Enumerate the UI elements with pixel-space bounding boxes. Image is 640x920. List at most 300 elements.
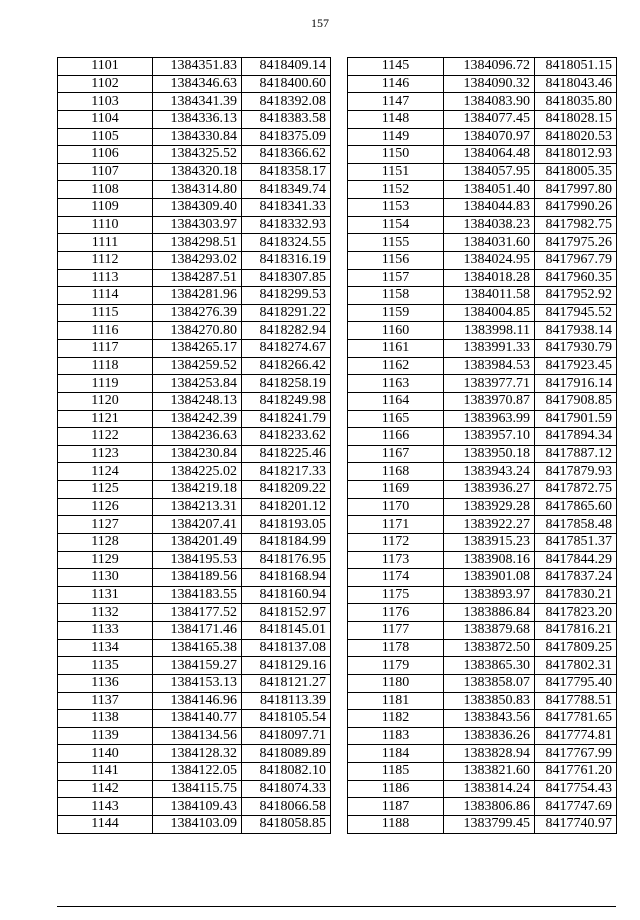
- y-coordinate-cell: 8417830.21: [535, 586, 617, 604]
- y-coordinate-cell: 8418105.54: [242, 710, 331, 728]
- table-row: [348, 163, 617, 181]
- y-coordinate-cell: 8418193.05: [242, 516, 331, 534]
- table-row: [348, 93, 617, 111]
- y-coordinate-cell: 8417916.14: [535, 375, 617, 393]
- table-row: [348, 251, 617, 269]
- table-row: [348, 75, 617, 93]
- y-coordinate-cell: 8418341.33: [242, 199, 331, 217]
- point-number-cell: 1157: [348, 269, 444, 287]
- x-coordinate-cell: 1384219.18: [153, 481, 242, 499]
- table-row: [58, 216, 331, 234]
- table-row: [348, 586, 617, 604]
- y-coordinate-cell: 8417858.48: [535, 516, 617, 534]
- table-row: [348, 692, 617, 710]
- point-number-cell: 1153: [348, 199, 444, 217]
- table-row: [348, 269, 617, 287]
- x-coordinate-cell: 1384207.41: [153, 516, 242, 534]
- y-coordinate-cell: 8417809.25: [535, 639, 617, 657]
- table-row: [348, 674, 617, 692]
- point-number-cell: 1152: [348, 181, 444, 199]
- point-number-cell: 1132: [58, 604, 153, 622]
- table-row: [348, 287, 617, 305]
- table-row: [58, 727, 331, 745]
- y-coordinate-cell: 8418375.09: [242, 128, 331, 146]
- table-row: [348, 569, 617, 587]
- table-row: [58, 163, 331, 181]
- page-bottom-rule: [57, 906, 616, 907]
- table-row: [58, 234, 331, 252]
- y-coordinate-cell: 8418058.85: [242, 815, 331, 833]
- x-coordinate-cell: 1383922.27: [444, 516, 535, 534]
- y-coordinate-cell: 8418051.15: [535, 58, 617, 76]
- point-number-cell: 1128: [58, 533, 153, 551]
- point-number-cell: 1144: [58, 815, 153, 833]
- table-row: [348, 745, 617, 763]
- table-row: [348, 146, 617, 164]
- table-row: [348, 798, 617, 816]
- point-number-cell: 1143: [58, 798, 153, 816]
- x-coordinate-cell: 1383963.99: [444, 410, 535, 428]
- point-number-cell: 1135: [58, 657, 153, 675]
- x-coordinate-cell: 1384346.63: [153, 75, 242, 93]
- table-row: [58, 604, 331, 622]
- table-row: [348, 410, 617, 428]
- point-number-cell: 1162: [348, 357, 444, 375]
- point-number-cell: 1173: [348, 551, 444, 569]
- point-number-cell: 1185: [348, 763, 444, 781]
- x-coordinate-cell: 1384341.39: [153, 93, 242, 111]
- x-coordinate-cell: 1383893.97: [444, 586, 535, 604]
- x-coordinate-cell: 1383936.27: [444, 481, 535, 499]
- table-row: [348, 322, 617, 340]
- x-coordinate-cell: 1383943.24: [444, 463, 535, 481]
- table-row: [58, 481, 331, 499]
- table-row: [58, 75, 331, 93]
- y-coordinate-cell: 8418225.46: [242, 445, 331, 463]
- table-row: [58, 780, 331, 798]
- page-number: 157: [311, 16, 329, 30]
- point-number-cell: 1179: [348, 657, 444, 675]
- table-row: [58, 357, 331, 375]
- y-coordinate-cell: 8417894.34: [535, 428, 617, 446]
- x-coordinate-cell: 1384038.23: [444, 216, 535, 234]
- y-coordinate-cell: 8417851.37: [535, 533, 617, 551]
- point-number-cell: 1134: [58, 639, 153, 657]
- x-coordinate-cell: 1384225.02: [153, 463, 242, 481]
- table-row: [348, 357, 617, 375]
- point-number-cell: 1122: [58, 428, 153, 446]
- y-coordinate-cell: 8418241.79: [242, 410, 331, 428]
- table-row: [58, 375, 331, 393]
- table-row: [348, 445, 617, 463]
- table-row: [58, 569, 331, 587]
- table-row: [348, 498, 617, 516]
- point-number-cell: 1145: [348, 58, 444, 76]
- point-number-cell: 1150: [348, 146, 444, 164]
- point-number-cell: 1127: [58, 516, 153, 534]
- y-coordinate-cell: 8418332.93: [242, 216, 331, 234]
- point-number-cell: 1115: [58, 304, 153, 322]
- point-number-cell: 1140: [58, 745, 153, 763]
- x-coordinate-cell: 1383977.71: [444, 375, 535, 393]
- y-coordinate-cell: 8418349.74: [242, 181, 331, 199]
- x-coordinate-cell: 1384171.46: [153, 622, 242, 640]
- table-row: [348, 727, 617, 745]
- point-number-cell: 1121: [58, 410, 153, 428]
- y-coordinate-cell: 8418089.89: [242, 745, 331, 763]
- point-number-cell: 1174: [348, 569, 444, 587]
- table-row: [58, 251, 331, 269]
- y-coordinate-cell: 8417887.12: [535, 445, 617, 463]
- x-coordinate-cell: 1383872.50: [444, 639, 535, 657]
- y-coordinate-cell: 8417781.65: [535, 710, 617, 728]
- y-coordinate-cell: 8418137.08: [242, 639, 331, 657]
- y-coordinate-cell: 8417865.60: [535, 498, 617, 516]
- x-coordinate-cell: 1384024.95: [444, 251, 535, 269]
- point-number-cell: 1172: [348, 533, 444, 551]
- y-coordinate-cell: 8417923.45: [535, 357, 617, 375]
- table-row: [58, 322, 331, 340]
- x-coordinate-cell: 1384309.40: [153, 199, 242, 217]
- point-number-cell: 1159: [348, 304, 444, 322]
- point-number-cell: 1178: [348, 639, 444, 657]
- table-row: [58, 533, 331, 551]
- x-coordinate-cell: 1384287.51: [153, 269, 242, 287]
- y-coordinate-cell: 8417879.93: [535, 463, 617, 481]
- x-coordinate-cell: 1384314.80: [153, 181, 242, 199]
- x-coordinate-cell: 1384236.63: [153, 428, 242, 446]
- table-row: [58, 58, 331, 76]
- point-number-cell: 1102: [58, 75, 153, 93]
- point-number-cell: 1151: [348, 163, 444, 181]
- y-coordinate-cell: 8418012.93: [535, 146, 617, 164]
- y-coordinate-cell: 8418043.46: [535, 75, 617, 93]
- point-number-cell: 1182: [348, 710, 444, 728]
- point-number-cell: 1167: [348, 445, 444, 463]
- point-number-cell: 1141: [58, 763, 153, 781]
- point-number-cell: 1181: [348, 692, 444, 710]
- table-row: [348, 463, 617, 481]
- table-row: [58, 146, 331, 164]
- table-row: [58, 392, 331, 410]
- y-coordinate-cell: 8418299.53: [242, 287, 331, 305]
- table-row: [348, 110, 617, 128]
- y-coordinate-cell: 8418082.10: [242, 763, 331, 781]
- point-number-cell: 1108: [58, 181, 153, 199]
- y-coordinate-cell: 8417747.69: [535, 798, 617, 816]
- y-coordinate-cell: 8417774.81: [535, 727, 617, 745]
- y-coordinate-cell: 8417952.92: [535, 287, 617, 305]
- y-coordinate-cell: 8417990.26: [535, 199, 617, 217]
- x-coordinate-cell: 1383799.45: [444, 815, 535, 833]
- y-coordinate-cell: 8418258.19: [242, 375, 331, 393]
- table-row: [348, 780, 617, 798]
- x-coordinate-cell: 1383984.53: [444, 357, 535, 375]
- y-coordinate-cell: 8418113.39: [242, 692, 331, 710]
- x-coordinate-cell: 1384057.95: [444, 163, 535, 181]
- point-number-cell: 1138: [58, 710, 153, 728]
- x-coordinate-cell: 1384103.09: [153, 815, 242, 833]
- point-number-cell: 1114: [58, 287, 153, 305]
- table-row: [58, 340, 331, 358]
- x-coordinate-cell: 1383858.07: [444, 674, 535, 692]
- x-coordinate-cell: 1384128.32: [153, 745, 242, 763]
- table-row: [58, 445, 331, 463]
- table-row: [348, 58, 617, 76]
- coordinates-table-right: [347, 57, 617, 834]
- x-coordinate-cell: 1384177.52: [153, 604, 242, 622]
- y-coordinate-cell: 8418366.62: [242, 146, 331, 164]
- x-coordinate-cell: 1384183.55: [153, 586, 242, 604]
- x-coordinate-cell: 1383886.84: [444, 604, 535, 622]
- point-number-cell: 1163: [348, 375, 444, 393]
- point-number-cell: 1180: [348, 674, 444, 692]
- table-row: [348, 481, 617, 499]
- y-coordinate-cell: 8418409.14: [242, 58, 331, 76]
- y-coordinate-cell: 8418028.15: [535, 110, 617, 128]
- y-coordinate-cell: 8418291.22: [242, 304, 331, 322]
- point-number-cell: 1155: [348, 234, 444, 252]
- point-number-cell: 1161: [348, 340, 444, 358]
- y-coordinate-cell: 8418282.94: [242, 322, 331, 340]
- x-coordinate-cell: 1383814.24: [444, 780, 535, 798]
- x-coordinate-cell: 1384293.02: [153, 251, 242, 269]
- point-number-cell: 1147: [348, 93, 444, 111]
- x-coordinate-cell: 1384083.90: [444, 93, 535, 111]
- point-number-cell: 1156: [348, 251, 444, 269]
- point-number-cell: 1131: [58, 586, 153, 604]
- x-coordinate-cell: 1384140.77: [153, 710, 242, 728]
- y-coordinate-cell: 8417767.99: [535, 745, 617, 763]
- table-row: [58, 763, 331, 781]
- x-coordinate-cell: 1384070.97: [444, 128, 535, 146]
- y-coordinate-cell: 8418020.53: [535, 128, 617, 146]
- y-coordinate-cell: 8418400.60: [242, 75, 331, 93]
- x-coordinate-cell: 1384090.32: [444, 75, 535, 93]
- x-coordinate-cell: 1384011.58: [444, 287, 535, 305]
- y-coordinate-cell: 8418358.17: [242, 163, 331, 181]
- point-number-cell: 1129: [58, 551, 153, 569]
- y-coordinate-cell: 8417997.80: [535, 181, 617, 199]
- x-coordinate-cell: 1384115.75: [153, 780, 242, 798]
- x-coordinate-cell: 1384051.40: [444, 181, 535, 199]
- x-coordinate-cell: 1383950.18: [444, 445, 535, 463]
- x-coordinate-cell: 1384259.52: [153, 357, 242, 375]
- table-row: [58, 692, 331, 710]
- x-coordinate-cell: 1383843.56: [444, 710, 535, 728]
- point-number-cell: 1188: [348, 815, 444, 833]
- y-coordinate-cell: 8418324.55: [242, 234, 331, 252]
- y-coordinate-cell: 8418176.95: [242, 551, 331, 569]
- x-coordinate-cell: 1383970.87: [444, 392, 535, 410]
- table-row: [58, 710, 331, 728]
- x-coordinate-cell: 1383901.08: [444, 569, 535, 587]
- table-row: [58, 745, 331, 763]
- table-row: [58, 586, 331, 604]
- table-row: [348, 639, 617, 657]
- table-row: [348, 304, 617, 322]
- x-coordinate-cell: 1384159.27: [153, 657, 242, 675]
- point-number-cell: 1142: [58, 780, 153, 798]
- point-number-cell: 1109: [58, 199, 153, 217]
- table-row: [58, 287, 331, 305]
- x-coordinate-cell: 1384077.45: [444, 110, 535, 128]
- table-row: [348, 375, 617, 393]
- point-number-cell: 1124: [58, 463, 153, 481]
- point-number-cell: 1170: [348, 498, 444, 516]
- table-row: [348, 657, 617, 675]
- table-row: [58, 622, 331, 640]
- y-coordinate-cell: 8418201.12: [242, 498, 331, 516]
- y-coordinate-cell: 8418160.94: [242, 586, 331, 604]
- x-coordinate-cell: 1383957.10: [444, 428, 535, 446]
- table-row: [58, 657, 331, 675]
- point-number-cell: 1166: [348, 428, 444, 446]
- y-coordinate-cell: 8417901.59: [535, 410, 617, 428]
- table-row: [348, 622, 617, 640]
- y-coordinate-cell: 8418129.16: [242, 657, 331, 675]
- x-coordinate-cell: 1383908.16: [444, 551, 535, 569]
- x-coordinate-cell: 1383806.86: [444, 798, 535, 816]
- table-row: [348, 234, 617, 252]
- table-row: [58, 110, 331, 128]
- y-coordinate-cell: 8417795.40: [535, 674, 617, 692]
- x-coordinate-cell: 1384201.49: [153, 533, 242, 551]
- table-row: [348, 815, 617, 833]
- x-coordinate-cell: 1383865.30: [444, 657, 535, 675]
- table-row: [348, 533, 617, 551]
- point-number-cell: 1116: [58, 322, 153, 340]
- y-coordinate-cell: 8417788.51: [535, 692, 617, 710]
- x-coordinate-cell: 1384298.51: [153, 234, 242, 252]
- y-coordinate-cell: 8418168.94: [242, 569, 331, 587]
- y-coordinate-cell: 8417754.43: [535, 780, 617, 798]
- x-coordinate-cell: 1384265.17: [153, 340, 242, 358]
- x-coordinate-cell: 1384281.96: [153, 287, 242, 305]
- x-coordinate-cell: 1384242.39: [153, 410, 242, 428]
- point-number-cell: 1112: [58, 251, 153, 269]
- x-coordinate-cell: 1383828.94: [444, 745, 535, 763]
- point-number-cell: 1160: [348, 322, 444, 340]
- x-coordinate-cell: 1384270.80: [153, 322, 242, 340]
- table-row: [58, 181, 331, 199]
- table-row: [58, 199, 331, 217]
- table-row: [348, 392, 617, 410]
- table-row: [348, 428, 617, 446]
- y-coordinate-cell: 8418392.08: [242, 93, 331, 111]
- y-coordinate-cell: 8417816.21: [535, 622, 617, 640]
- point-number-cell: 1148: [348, 110, 444, 128]
- point-number-cell: 1175: [348, 586, 444, 604]
- y-coordinate-cell: 8418145.01: [242, 622, 331, 640]
- y-coordinate-cell: 8418035.80: [535, 93, 617, 111]
- y-coordinate-cell: 8417960.35: [535, 269, 617, 287]
- x-coordinate-cell: 1384351.83: [153, 58, 242, 76]
- x-coordinate-cell: 1383850.83: [444, 692, 535, 710]
- point-number-cell: 1158: [348, 287, 444, 305]
- point-number-cell: 1118: [58, 357, 153, 375]
- point-number-cell: 1105: [58, 128, 153, 146]
- y-coordinate-cell: 8418383.58: [242, 110, 331, 128]
- table-row: [348, 516, 617, 534]
- table-row: [58, 128, 331, 146]
- table-row: [58, 815, 331, 833]
- y-coordinate-cell: 8417908.85: [535, 392, 617, 410]
- point-number-cell: 1123: [58, 445, 153, 463]
- table-row: [58, 516, 331, 534]
- point-number-cell: 1106: [58, 146, 153, 164]
- coordinates-table-left: [57, 57, 331, 834]
- x-coordinate-cell: 1383915.23: [444, 533, 535, 551]
- point-number-cell: 1183: [348, 727, 444, 745]
- x-coordinate-cell: 1383929.28: [444, 498, 535, 516]
- point-number-cell: 1117: [58, 340, 153, 358]
- table-row: [58, 410, 331, 428]
- table-row: [58, 551, 331, 569]
- x-coordinate-cell: 1384044.83: [444, 199, 535, 217]
- point-number-cell: 1146: [348, 75, 444, 93]
- y-coordinate-cell: 8418005.35: [535, 163, 617, 181]
- y-coordinate-cell: 8418316.19: [242, 251, 331, 269]
- table-row: [348, 216, 617, 234]
- x-coordinate-cell: 1384213.31: [153, 498, 242, 516]
- table-row: [348, 181, 617, 199]
- point-number-cell: 1110: [58, 216, 153, 234]
- y-coordinate-cell: 8417945.52: [535, 304, 617, 322]
- point-number-cell: 1137: [58, 692, 153, 710]
- x-coordinate-cell: 1383836.26: [444, 727, 535, 745]
- table-row: [348, 340, 617, 358]
- table-row: [58, 463, 331, 481]
- y-coordinate-cell: 8418266.42: [242, 357, 331, 375]
- y-coordinate-cell: 8418217.33: [242, 463, 331, 481]
- point-number-cell: 1119: [58, 375, 153, 393]
- table-row: [58, 674, 331, 692]
- x-coordinate-cell: 1384109.43: [153, 798, 242, 816]
- point-number-cell: 1168: [348, 463, 444, 481]
- y-coordinate-cell: 8417938.14: [535, 322, 617, 340]
- x-coordinate-cell: 1383998.11: [444, 322, 535, 340]
- x-coordinate-cell: 1384303.97: [153, 216, 242, 234]
- point-number-cell: 1187: [348, 798, 444, 816]
- point-number-cell: 1184: [348, 745, 444, 763]
- point-number-cell: 1103: [58, 93, 153, 111]
- point-number-cell: 1176: [348, 604, 444, 622]
- y-coordinate-cell: 8418274.67: [242, 340, 331, 358]
- y-coordinate-cell: 8417740.97: [535, 815, 617, 833]
- x-coordinate-cell: 1384330.84: [153, 128, 242, 146]
- table-row: [348, 128, 617, 146]
- x-coordinate-cell: 1384064.48: [444, 146, 535, 164]
- x-coordinate-cell: 1383821.60: [444, 763, 535, 781]
- table-row: [58, 304, 331, 322]
- point-number-cell: 1164: [348, 392, 444, 410]
- y-coordinate-cell: 8418249.98: [242, 392, 331, 410]
- y-coordinate-cell: 8417844.29: [535, 551, 617, 569]
- point-number-cell: 1169: [348, 481, 444, 499]
- x-coordinate-cell: 1384325.52: [153, 146, 242, 164]
- point-number-cell: 1113: [58, 269, 153, 287]
- x-coordinate-cell: 1383991.33: [444, 340, 535, 358]
- point-number-cell: 1130: [58, 569, 153, 587]
- y-coordinate-cell: 8417975.26: [535, 234, 617, 252]
- table-row: [58, 428, 331, 446]
- x-coordinate-cell: 1384189.56: [153, 569, 242, 587]
- x-coordinate-cell: 1384320.18: [153, 163, 242, 181]
- x-coordinate-cell: 1384134.56: [153, 727, 242, 745]
- x-coordinate-cell: 1384122.05: [153, 763, 242, 781]
- x-coordinate-cell: 1384276.39: [153, 304, 242, 322]
